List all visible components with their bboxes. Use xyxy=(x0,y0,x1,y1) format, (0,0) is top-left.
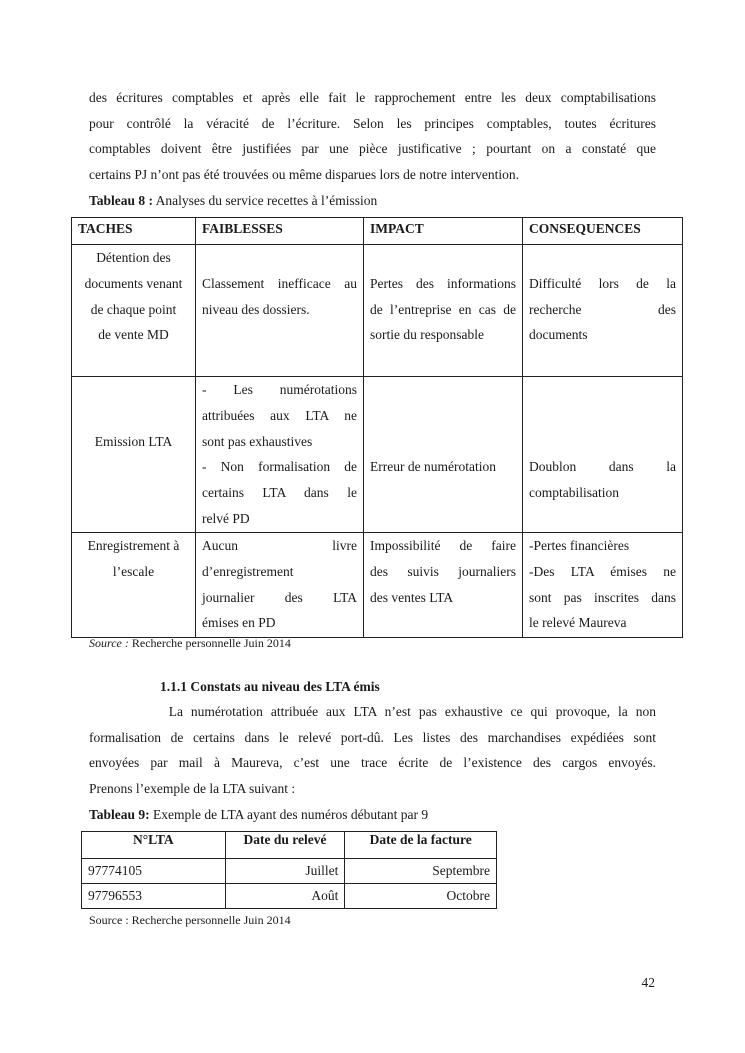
cell-line: Impossibilité de faire xyxy=(370,538,516,553)
table9-header: N°LTA xyxy=(82,832,226,859)
table8-cell-impact xyxy=(364,533,523,638)
table9-caption-text: Exemple de LTA ayant des numéros débutant par 9 xyxy=(149,807,429,822)
table9 xyxy=(81,831,497,909)
table9-cell-releve: Août xyxy=(225,884,345,909)
cell-line: Classement inefficace au xyxy=(202,275,357,291)
table9-caption xyxy=(89,806,428,824)
cell-line: -Des LTA émises ne xyxy=(529,563,676,579)
table9-cell-lta: 97796553 xyxy=(82,884,226,909)
intro-line: certains PJ n’ont pas été trouvées ou même disparues lors de notre intervention. xyxy=(89,167,520,183)
table8-caption xyxy=(89,192,377,210)
table8-cell-tache xyxy=(72,245,196,377)
cell-line: recherche des xyxy=(529,301,676,317)
cell-line: documents xyxy=(529,327,588,343)
body-line: formalisation de certains dans le relevé port-dû. Les listes des marchandises expédiées sont xyxy=(89,729,656,745)
table8-header: IMPACT xyxy=(364,218,523,245)
table8-cell-faiblesses xyxy=(196,377,364,533)
table9-cell-facture: Octobre xyxy=(345,884,497,909)
table8-cell-tache xyxy=(72,377,196,533)
cell-line: -Pertes financières xyxy=(529,538,630,553)
table8-header: CONSEQUENCES xyxy=(523,218,683,245)
table8-header: TACHES xyxy=(72,218,196,245)
body-line: La numérotation attribuée aux LTA n’est pas exhaustive ce qui provoque, la non xyxy=(89,704,656,719)
table8-header-row xyxy=(72,218,683,245)
cell-line: Pertes des informations xyxy=(370,275,516,291)
table9-caption-label: Tableau 9: xyxy=(89,807,150,822)
cell-line: Enregistrement à xyxy=(87,538,180,553)
section-heading: 1.1.1 Constats au niveau des LTA émis xyxy=(160,679,380,694)
cell-line: - Les numérotations xyxy=(202,382,357,397)
table9-header-row xyxy=(82,832,497,859)
cell-line: Doublon dans la xyxy=(529,459,676,475)
table-row xyxy=(82,884,497,909)
table8-cell-impact xyxy=(364,377,523,533)
cell-line: attribuées aux LTA ne xyxy=(202,407,357,423)
cell-line: des ventes LTA xyxy=(370,589,454,605)
table8-cell-impact xyxy=(364,245,523,377)
table8 xyxy=(71,217,683,638)
table8-caption-text: Analyses du service recettes à l’émission xyxy=(153,193,378,208)
table9-cell-facture: Septembre xyxy=(345,859,497,884)
table8-caption-label: Tableau 8 : xyxy=(89,193,154,208)
body-line: envoyées par mail à Maureva, c’est une trace écrite de l’existence des cargos envoyés. xyxy=(89,755,656,771)
intro-line: comptables doivent être justifiées par une pièce justificative ; pourtant on a constaté que xyxy=(89,141,656,157)
cell-line: documents venant xyxy=(84,275,183,291)
table9-source: Source : Recherche personnelle Juin 2014 xyxy=(89,913,291,927)
intro-line: pour contrôlé la véracité de l’écriture. Selon les principes comptables, toutes écritures xyxy=(89,115,656,131)
cell-line: - Non formalisation de xyxy=(202,459,357,475)
cell-line: Difficulté lors de la xyxy=(529,275,676,291)
cell-line: Emission LTA xyxy=(94,433,173,449)
table9-cell-releve: Juillet xyxy=(225,859,345,884)
cell-line: comptabilisation xyxy=(529,485,619,501)
table9-header: Date de la facture xyxy=(345,832,497,859)
cell-line: l’escale xyxy=(112,563,155,579)
cell-line: sortie du responsable xyxy=(370,327,484,343)
table8-cell-consequences xyxy=(523,533,683,638)
page-number: 42 xyxy=(641,975,655,990)
cell-line: émises en PD xyxy=(202,615,276,631)
table-row xyxy=(82,859,497,884)
cell-line: sont pas exhaustives xyxy=(202,433,313,449)
body-line: Prenons l’exemple de la LTA suivant : xyxy=(89,781,296,797)
cell-line: de chaque point xyxy=(90,301,177,317)
table8-header: FAIBLESSES xyxy=(196,218,364,245)
table8-cell-consequences xyxy=(523,377,683,533)
table8-cell-faiblesses xyxy=(196,533,364,638)
intro-line: des écritures comptables et après elle fait le rapprochement entre les deux comptabilisations xyxy=(89,90,656,105)
cell-line: certains LTA dans le xyxy=(202,485,357,501)
cell-line: de vente MD xyxy=(98,327,169,343)
cell-line: journalier des LTA xyxy=(202,589,357,605)
cell-line: Détention des xyxy=(96,250,171,265)
table8-source xyxy=(89,636,291,651)
cell-line: de l’entreprise en cas de xyxy=(370,301,516,317)
cell-line: Erreur de numérotation xyxy=(370,459,496,475)
table9-cell-lta: 97774105 xyxy=(82,859,226,884)
cell-line: des suivis journaliers xyxy=(370,563,516,579)
table8-source-text: Recherche personnelle Juin 2014 xyxy=(128,636,291,650)
intro-paragraph xyxy=(89,85,656,188)
cell-line: niveau des dossiers. xyxy=(202,301,310,317)
cell-line: sont pas inscrites dans xyxy=(529,589,676,605)
table9-header: Date du relevé xyxy=(225,832,345,859)
cell-line: d’enregistrement xyxy=(202,563,294,579)
cell-line: relvé PD xyxy=(202,510,250,526)
cell-line: le relevé Maureva xyxy=(529,615,627,631)
table-row xyxy=(72,533,683,638)
table-row xyxy=(72,377,683,533)
cell-line: Aucun livre xyxy=(202,538,357,553)
table8-source-label: Source : xyxy=(89,636,129,650)
table-row xyxy=(72,245,683,377)
body-paragraph xyxy=(89,699,656,802)
table8-cell-faiblesses xyxy=(196,245,364,377)
table8-cell-consequences xyxy=(523,245,683,377)
table8-cell-tache xyxy=(72,533,196,638)
